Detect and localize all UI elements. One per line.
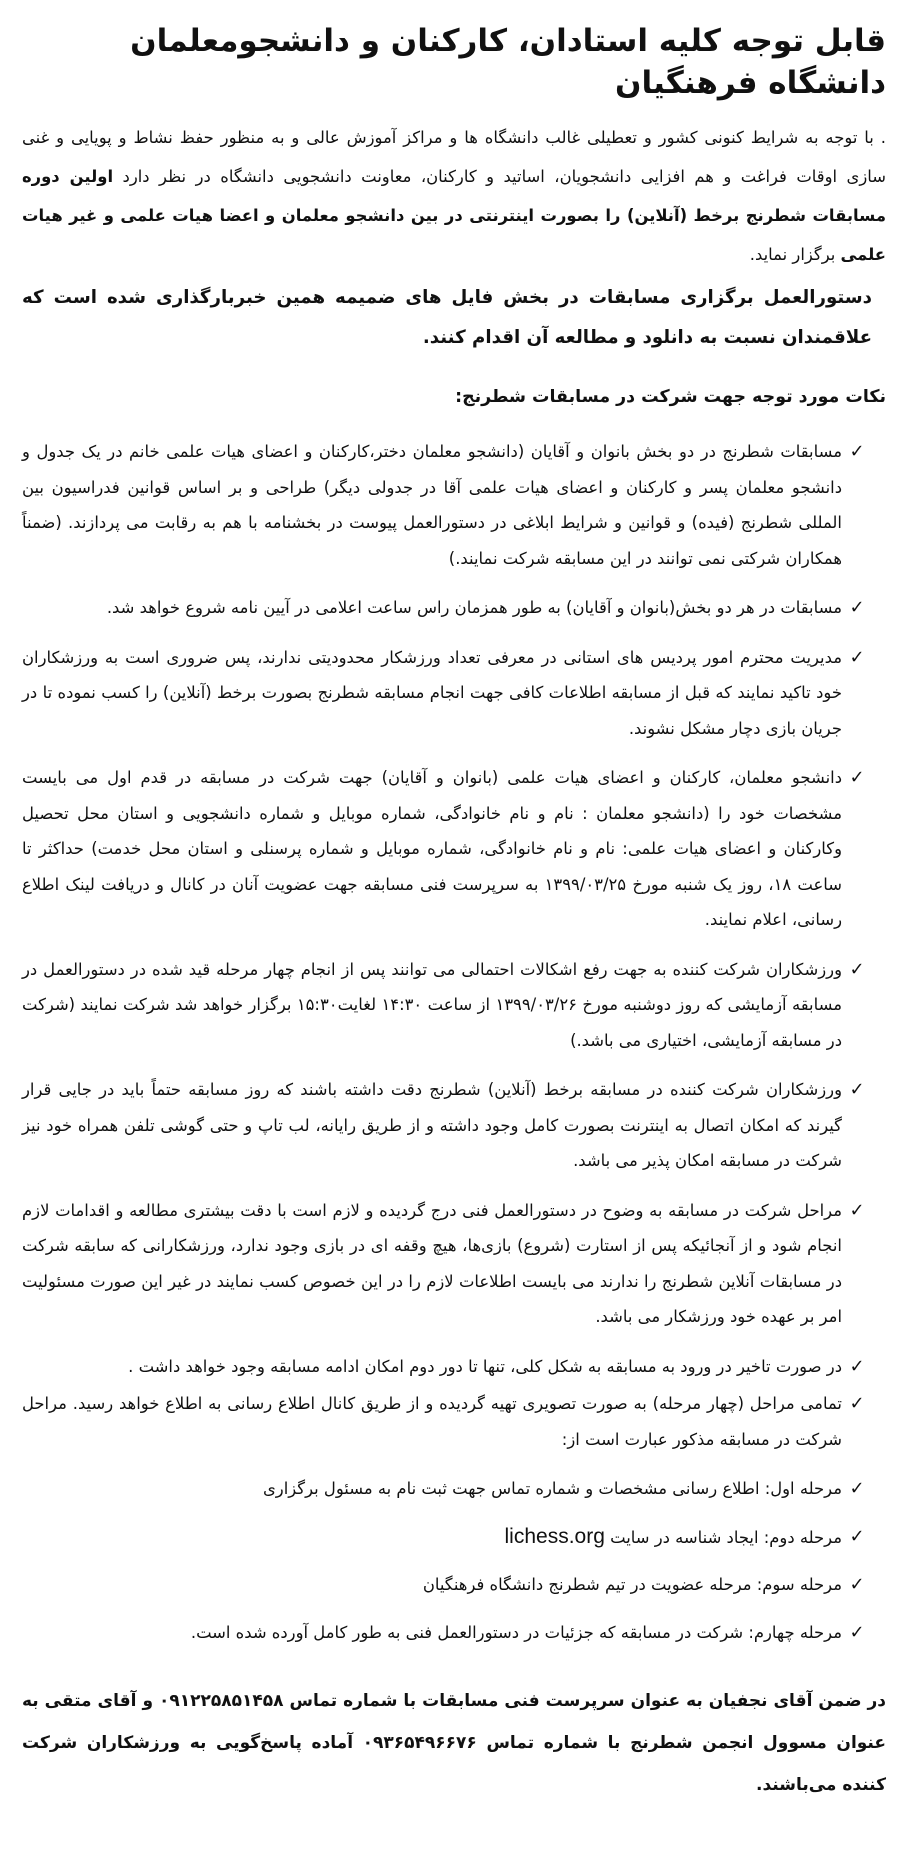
checkmark-icon: ✓ xyxy=(849,597,865,618)
checkmark-icon: ✓ xyxy=(849,646,865,668)
list-item xyxy=(22,434,868,576)
list-item xyxy=(22,952,868,1059)
checkmark-icon: ✓ xyxy=(849,1355,865,1377)
document-title: قابل توجه کلیه استادان، کارکنان و دانشجومعلمان دانشگاه فرهنگیان xyxy=(130,23,886,101)
list-item xyxy=(22,1349,868,1385)
rules-list xyxy=(22,434,868,1650)
step-item xyxy=(22,1615,868,1651)
list-item xyxy=(22,590,868,626)
section-heading: نکات مورد توجه جهت شرکت در مسابقات شطرنج: xyxy=(455,387,886,407)
list-item-text: مدیریت محترم امور پردیس های استانی در معرفی تعداد ورزشکار محدودیتی ندارند، پس ضروری است به ورزشکاران خود تاکید نمایند که قبل از مسابقه اطلاعات کافی جهت انجام مسابقه شطرنج بصورت برخط (آنلاین) را کسب نموده تا در جریان بازی دچار مشکل نشوند. xyxy=(22,647,842,738)
lichess-site-name: lichess.org xyxy=(504,1524,605,1548)
checkmark-icon: ✓ xyxy=(849,958,865,980)
step-text: مرحله دوم: ایجاد شناسه در سایت xyxy=(610,1527,842,1547)
intro-text-start: . با توجه به شرایط کنونی کشور و تعطیلی غالب دانشگاه ها و مراکز آموزش عالی و به منظور حفظ نشاط و پویایی و غنی سازی اوقات فراغت و هم افزایی دانشجویان، اساتید و کارکنان، معاونت دانشجویی دانشگاه در نظر دارد xyxy=(22,128,886,186)
list-item-text: مسابقات در هر دو بخش(بانوان و آقایان) به طور همزمان راس ساعت اعلامی در آیین نامه شروع خواهد شد. xyxy=(106,598,842,617)
list-item-text: مراحل شرکت در مسابقه به وضوح در دستورالعمل فنی درج گردیده و لازم است با دقت بیشتری مطالعه و اقدامات لازم انجام شود و از آنجائیکه پس از استارت (شروع) بازی‌ها، هیچ وقفه ای در بازی وجود ندارد، ورزشکارانی که سابقه شرکت در مسابقات آنلاین شطرنج را ندارند می بایست اطلاعات لازم را در این خصوص کسب نمایند در غیر این صورت مسئولیت امر بر عهده خود ورزشکار می باشد. xyxy=(22,1200,842,1326)
step-text: مرحله اول: اطلاع رسانی مشخصات و شماره تماس جهت ثبت نام به مسئول برگزاری xyxy=(262,1479,842,1498)
checkmark-icon: ✓ xyxy=(849,1199,865,1221)
checkmark-icon: ✓ xyxy=(849,1574,865,1595)
list-item-text: مسابقات شطرنج در دو بخش بانوان و آقایان (دانشجو معلمان دختر،کارکنان و اعضای هیات علمی خانم در یک جدول و دانشجو معلمان پسر و کارکنان و اعضای هیات علمی آقا در جدولی دیگر) طراحی و بر اساس قوانین فدراسیون بین المللی شطرنج (فیده) و قوانین و شرایط ابلاغی در دستورالعمل پیوست در بخشنامه با هم به رقابت می پردازند. (ضمناً همکاران شرکتی نمی توانند در این مسابقه شرکت نمایند.) xyxy=(22,442,842,568)
checkmark-icon: ✓ xyxy=(849,1393,865,1414)
step-text: مرحله سوم: مرحله عضویت در تیم شطرنج دانشگاه فرهنگیان xyxy=(422,1575,842,1594)
list-item-text: ورزشکاران شرکت کننده در مسابقه برخط (آنلاین) شطرنج دقت داشته باشند که روز مسابقه حتماً باید در جایی قرار گیرند که امکان اتصال به اینترنت بصورت کامل وجود داشته و از طریق رایانه، لب تاپ و حتی گوشی تلفن همراه خود نیز شرکت در مسابقه امکان پذیر می باشد. xyxy=(22,1080,842,1170)
checkmark-icon: ✓ xyxy=(849,1525,865,1547)
contact-paragraph: در ضمن آقای نجفیان به عنوان سرپرست فنی مسابقات با شماره تماس ۰۹۱۲۲۵۸۵۱۴۵۸ و آقای متقی به عنوان مسوول انجمن شطرنج با شماره تماس ۰۹۳۶۵۴۹۶۶۷۶ آماده پاسخ‌گویی به ورزشکاران شرکت کننده می‌باشند. xyxy=(22,1691,886,1795)
list-item xyxy=(22,1072,868,1179)
list-item-text: در صورت تاخیر در ورود به مسابقه به شکل کلی، تنها تا دور دوم امکان ادامه مسابقه وجود خواهد داشت . xyxy=(128,1356,842,1376)
list-item-text: دانشجو معلمان، کارکنان و اعضای هیات علمی (بانوان و آقایان) جهت شرکت در مسابقه در قدم اول می بایست مشخصات خود را (دانشجو معلمان : نام و نام خانوادگی، شماره موبایل و شماره دانشجویی و استان محل تحصیل وکارکنان و اعضای هیات علمی: نام و نام خانوادگی، شماره موبایل و شماره پرسنلی و استان محل خدمت) حداکثر تا ساعت ۱۸، روز یک شنبه مورخ ۱۳۹۹/۰۳/۲۵ به سرپرست فنی مسابقه جهت عضویت آنان در کانال و دریافت لینک اطلاع رسانی، اعلام نمایند. xyxy=(22,768,843,929)
list-item xyxy=(22,1193,868,1335)
step-item xyxy=(22,1567,868,1603)
intro-text-end: برگزار نماید. xyxy=(749,245,841,264)
intro-bold-highlight: اولین دوره مسابقات شطرنج برخط (آنلاین) را بصورت اینترنتی در بین دانشجو معلمان و اعضا هیات علمی و غیر هیات علمی xyxy=(22,167,886,264)
list-item-text: ورزشکاران شرکت کننده به جهت رفع اشکالات احتمالی می توانند پس از انجام چهار مرحله قید شده در دستورالعمل در مسابقه آزمایشی که روز دوشنبه مورخ ۱۳۹۹/۰۳/۲۶ از ساعت ۱۴:۳۰ لغایت۱۵:۳۰ برگزار خواهد شد شرکت نمایند (شرکت در مسابقه آزمایشی، اختیاری می باشد.) xyxy=(22,959,843,1050)
list-item-text: تمامی مراحل (چهار مرحله) به صورت تصویری تهیه گردیده و از طریق کانال اطلاع رسانی به اطلاع خواهد رسید. مراحل شرکت در مسابقه مذکور عبارت است از: xyxy=(22,1394,842,1449)
checkmark-icon: ✓ xyxy=(849,1478,865,1499)
checkmark-icon: ✓ xyxy=(849,767,865,788)
list-item xyxy=(22,1386,868,1457)
list-item xyxy=(22,640,868,747)
checkmark-icon: ✓ xyxy=(849,1079,865,1100)
intro-paragraph xyxy=(22,118,886,274)
step-item xyxy=(22,1519,868,1556)
checkmark-icon: ✓ xyxy=(849,1621,865,1643)
instructions-notice: دستورالعمل برگزاری مسابقات در بخش فایل های ضمیمه همین خبربارگذاری شده است که علاقمندان نسبت به دانلود و مطالعه آن اقدام کنند. xyxy=(22,287,872,348)
checkmark-icon: ✓ xyxy=(849,441,865,462)
list-item xyxy=(22,760,868,938)
step-item xyxy=(22,1471,868,1507)
step-text: مرحله چهارم: شرکت در مسابقه که جزئیات در دستورالعمل فنی به طور کامل آورده شده است. xyxy=(190,1622,842,1642)
